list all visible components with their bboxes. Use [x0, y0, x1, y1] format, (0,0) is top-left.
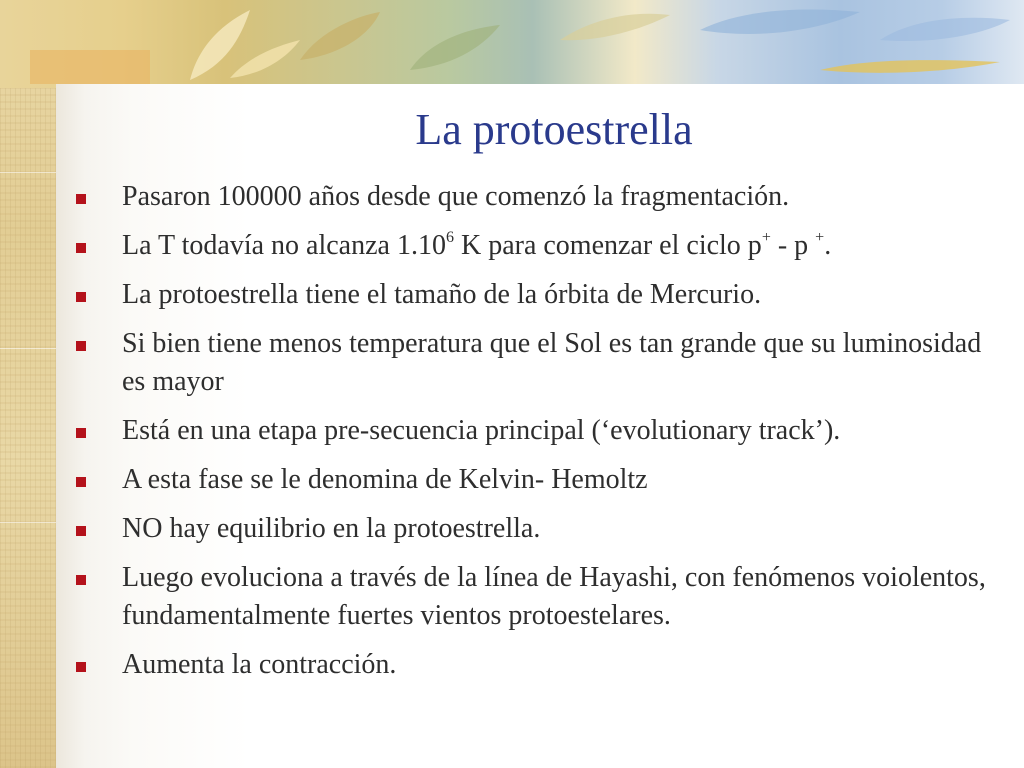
list-item [70, 227, 1010, 265]
list-item [70, 412, 1010, 450]
bullet-text: A esta fase se le denomina de Kelvin- Hemoltz [122, 464, 648, 495]
slide-title: La protoestrella [415, 105, 693, 154]
bullet-marker-icon [76, 477, 86, 487]
superscript: + [761, 228, 771, 246]
bullet-text: Luego evoluciona a través de la línea de Hayashi, con fenómenos voiolentos, fundamentalmente fuertes vientos protoestelares. [122, 562, 986, 631]
list-item [70, 276, 1010, 314]
leaf-decoration-icon [0, 0, 1024, 88]
bullet-marker-icon [76, 194, 86, 204]
bullet-text: Está en una etapa pre-secuencia principal (‘evolutionary track’). [122, 415, 841, 446]
top-decorative-banner [0, 0, 1024, 88]
bullet-marker-icon [76, 526, 86, 536]
superscript: + [815, 228, 825, 246]
bullet-list [70, 178, 1010, 695]
bullet-marker-icon [76, 575, 86, 585]
bullet-text: La protoestrella tiene el tamaño de la órbita de Mercurio. [122, 279, 762, 310]
bullet-text: La T todavía no alcanza 1.10$^6$ K para comenzar el ciclo p+ - p +. [122, 228, 832, 261]
list-item [70, 461, 1010, 499]
bullet-text: Aumenta la contracción. [122, 649, 397, 680]
bullet-text: NO hay equilibrio en la protoestrella. [122, 513, 541, 544]
bullet-marker-icon [76, 428, 86, 438]
bullet-marker-icon [76, 243, 86, 253]
list-item [70, 178, 1010, 216]
bullet-text: Pasaron 100000 años desde que comenzó la fragmentación. [122, 181, 790, 212]
bullet-marker-icon [76, 662, 86, 672]
list-item [70, 559, 1010, 635]
superscript: 6 [445, 228, 454, 246]
list-item [70, 646, 1010, 684]
list-item [70, 325, 1010, 401]
bullet-marker-icon [76, 341, 86, 351]
bullet-marker-icon [76, 292, 86, 302]
list-item [70, 510, 1010, 548]
bullet-text: Si bien tiene menos temperatura que el Sol es tan grande que su luminosidad es mayor [122, 328, 982, 397]
